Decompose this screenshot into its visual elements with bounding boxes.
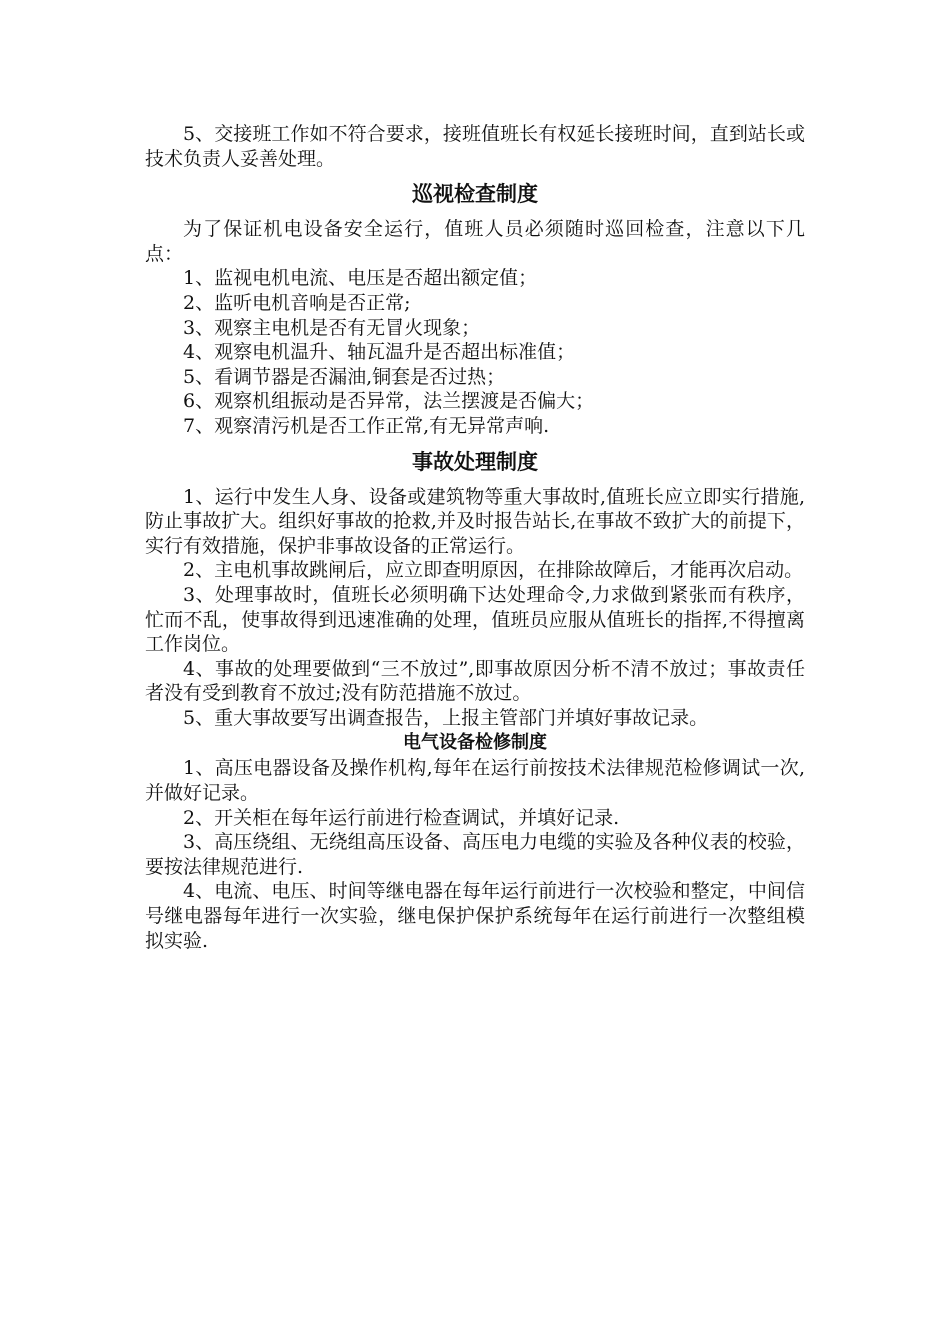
maintenance-paragraph: 4、电流、电压、时间等继电器在每年运行前进行一次校验和整定，中间信号继电器每年进行一次实验，继电保护保护系统每年在运行前进行一次整组模拟实验. [145, 880, 805, 952]
accident-paragraph: 3、处理事故时，值班长必须明确下达处理命令,力求做到紧张而有秩序，忙而不乱，使事故得到迅速准确的处理，值班员应服从值班长的指挥,不得擅离工作岗位。 [145, 583, 805, 656]
list-item: 7、观察清污机是否工作正常,有无异常声响. [183, 414, 550, 437]
accident-section-title: 事故处理制度 [412, 449, 538, 474]
list-item: 3、观察主电机是否有无冒火现象； [183, 316, 481, 339]
maintenance-paragraph: 2、开关柜在每年运行前进行检查调试，并填好记录. [183, 806, 620, 829]
list-item: 6、观察机组振动是否异常，法兰摆渡是否偏大； [183, 390, 595, 413]
list-item: 5、看调节器是否漏油,铜套是否过热； [183, 365, 506, 388]
document-page [145, 122, 805, 953]
handover-rule-paragraph: 5、交接班工作如不符合要求，接班值班长有权延长接班时间，直到站长或技术负责人妥善处理。 [145, 123, 805, 170]
list-item: 2、监听电机音响是否正常; [183, 291, 411, 314]
accident-paragraph: 1、运行中发生人身、设备或建筑物等重大事故时,值班长应立即实行措施,防止事故扩大。组织好事故的抢救,并及时报告站长,在事故不致扩大的前提下，实行有效措施，保护非事故设备的正常运行。 [145, 485, 805, 557]
maintenance-paragraph: 1、高压电器设备及操作机构,每年在运行前按技术法律规范检修调试一次,并做好记录。 [145, 757, 805, 805]
accident-paragraph: 4、事故的处理要做到“三不放过”,即事故原因分析不清不放过；事故责任者没有受到教育不放过;没有防范措施不放过。 [145, 657, 805, 705]
inspection-intro-paragraph: 为了保证机电设备安全运行，值班人员必须随时巡回检查，注意以下几点： [145, 218, 805, 265]
list-item: 1、监视电机电流、电压是否超出额定值； [183, 267, 538, 290]
maintenance-paragraph: 3、高压绕组、无绕组高压设备、高压电力电缆的实验及各种仪表的校验，要按法律规范进行. [145, 831, 805, 878]
inspection-section-title: 巡视检查制度 [412, 182, 538, 207]
accident-paragraph: 2、主电机事故跳闸后，应立即查明原因，在排除故障后，才能再次启动。 [183, 559, 804, 582]
accident-paragraph: 5、重大事故要写出调查报告，上报主管部门并填好事故记录。 [183, 706, 709, 729]
list-item: 4、观察电机温升、轴瓦温升是否超出标准值； [183, 341, 576, 364]
inspection-list [145, 266, 805, 438]
maintenance-section-title: 电气设备检修制度 [403, 732, 547, 754]
